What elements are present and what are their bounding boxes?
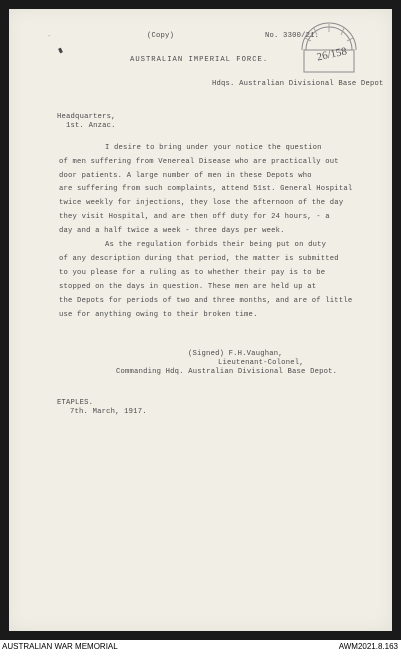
date-line: 7th. March, 1917. — [70, 408, 147, 416]
place-line: ETAPLES. — [57, 399, 94, 407]
body-line: stopped on the days in question. These men are held up at — [59, 283, 317, 291]
body-line: the Depots for periods of two and three months, and are of little — [59, 297, 353, 305]
body-line: I desire to bring under your notice the question — [105, 144, 322, 152]
addressee-line-2: 1st. Anzac. — [66, 122, 116, 130]
body-line: day and a half twice a week - three days per week. — [59, 227, 285, 235]
footer-institution: AUSTRALIAN WAR MEMORIAL — [2, 642, 118, 651]
from-unit: Hdqs. Australian Divisional Base Depot — [212, 80, 384, 88]
stamp-number: 26/158 — [315, 45, 349, 64]
registry-stamp — [298, 20, 360, 78]
body-line: use for anything owing to their broken time. — [59, 311, 258, 319]
body-line: they visit Hospital, and are then off duty for 24 hours, - a — [59, 213, 330, 221]
signature-line-2: Lieutenant-Colonel, — [218, 359, 304, 367]
footer-accession-number: AWM2021.8.163 — [338, 642, 398, 651]
signature-line-1: (Signed) F.H.Vaughan, — [188, 350, 283, 358]
body-line: As the regulation forbids their being put on duty — [105, 241, 327, 249]
body-line: door patients. A large number of men in these Depots who — [59, 172, 312, 180]
document-sheet — [9, 9, 392, 631]
body-line: to you please for a ruling as to whether their pay is to be — [59, 269, 326, 277]
body-line: are suffering from such complaints, attend 51st. General Hospital — [59, 185, 353, 193]
addressee-line-1: Headquarters, — [57, 113, 116, 121]
ink-mark: ˙ — [47, 36, 52, 44]
signature-line-3: Commanding Hdq. Australian Divisional Base Depot. — [116, 368, 338, 376]
file-number: No. 3300/21. — [265, 32, 320, 40]
copy-marker: (Copy) — [147, 32, 175, 40]
archive-footer — [0, 640, 401, 653]
body-line: twice weekly for injections, they lose the afternoon of the day — [59, 199, 344, 207]
body-line: of men suffering from Venereal Disease who are practically out — [59, 158, 339, 166]
org-header: AUSTRALIAN IMPERIAL FORCE. — [130, 56, 269, 64]
body-line: of any description during that period, the matter is submitted — [59, 255, 339, 263]
